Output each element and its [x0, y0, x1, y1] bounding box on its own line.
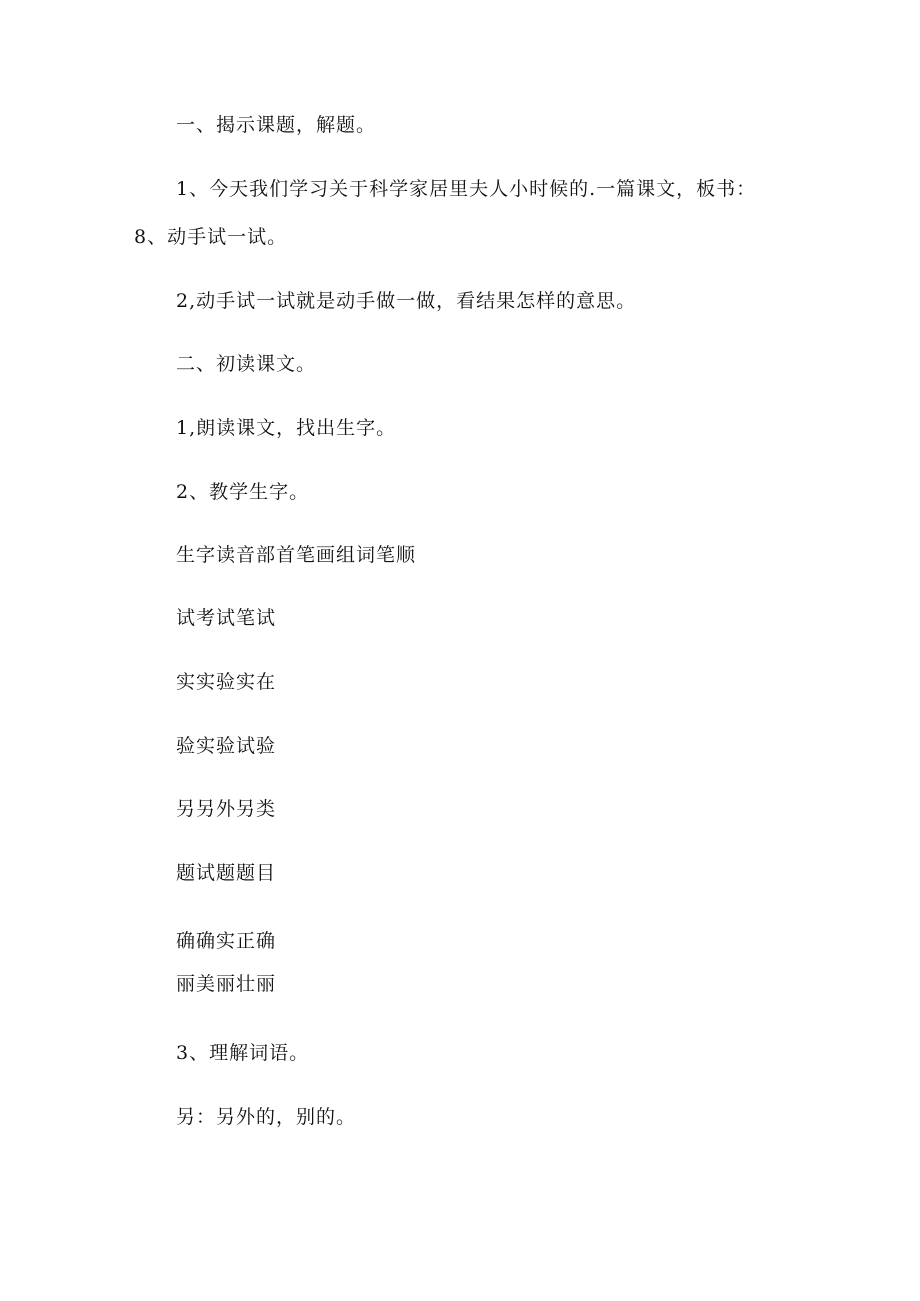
- vocab-row: 试考试笔试: [176, 607, 277, 629]
- paragraph-line: 1、今天我们学习关于科学家居里夫人小时候的.一篇课文，板书：: [176, 178, 757, 200]
- vocab-row: 验实验试验: [176, 735, 277, 757]
- paragraph-line: 2、教学生字。: [176, 481, 310, 503]
- vocab-row: 题试题题目: [176, 862, 277, 884]
- vocab-row: 丽美丽壮丽: [176, 973, 277, 995]
- paragraph-line-continuation: 8、动手试一试。: [134, 226, 288, 248]
- paragraph-line: 另：另外的，别的。: [176, 1106, 357, 1128]
- section-heading-2: 二、初读课文。: [176, 353, 317, 375]
- table-header: 生字读音部首笔画组词笔顺: [176, 544, 417, 566]
- paragraph-line: 3、理解词语。: [176, 1042, 310, 1064]
- vocab-row: 另另外另类: [176, 798, 277, 820]
- section-heading-1: 一、揭示课题，解题。: [176, 114, 377, 136]
- paragraph-line: 2,动手试一试就是动手做一做，看结果怎样的意思。: [176, 290, 637, 312]
- vocab-row: 确确实正确: [176, 930, 277, 952]
- vocab-row: 实实验实在: [176, 671, 277, 693]
- paragraph-line: 1,朗读课文，找出生字。: [176, 417, 397, 439]
